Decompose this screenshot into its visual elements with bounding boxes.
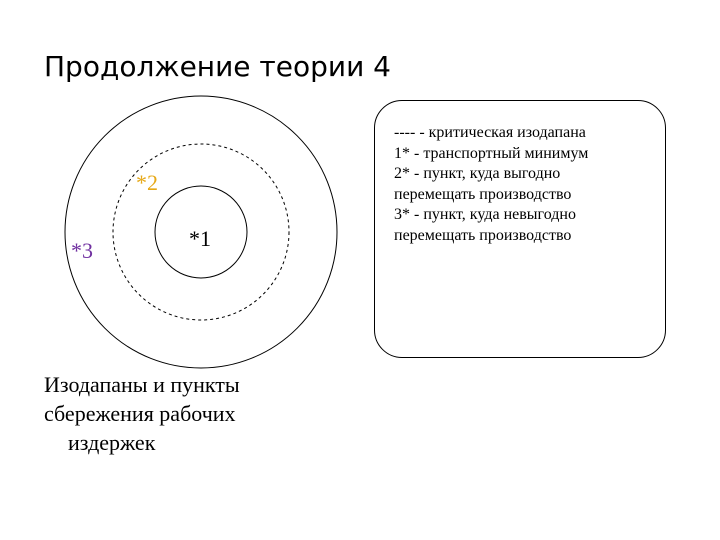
legend-line-isodapane: ---- - критическая изодапана [394, 124, 586, 141]
diagram-caption [44, 370, 240, 457]
legend-line-point-3: 3* - пункт, куда невыгодно [394, 206, 576, 223]
legend-line-point-3-cont: перемещать производство [394, 226, 572, 244]
point-3-mark: *3 [71, 238, 93, 263]
page-title: Продолжение теории 4 [44, 50, 391, 83]
caption-line: Изодапаны и пункты [44, 372, 240, 397]
point-1-mark: *1 [189, 226, 211, 251]
legend-line-point-1: 1* - транспортный минимум [394, 144, 589, 162]
legend-list [394, 123, 588, 246]
caption-line: издержек [68, 430, 156, 455]
legend-line-point-2-cont: перемещать производство [394, 185, 572, 203]
legend-line-point-2: 2* - пункт, куда выгодно [394, 165, 561, 182]
caption-line: сбережения рабочих [44, 401, 236, 426]
point-2-mark: *2 [136, 170, 158, 195]
